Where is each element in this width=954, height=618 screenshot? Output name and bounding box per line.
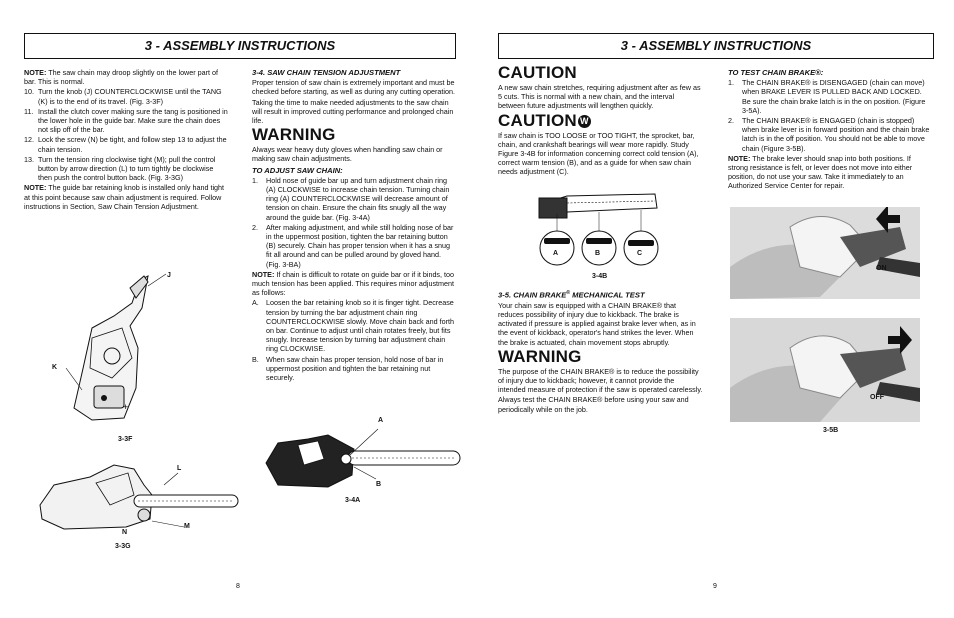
warning-w-icon: W: [578, 115, 591, 128]
adjust-step-1: 1. Hold nose of guide bar up and turn adjustment chain ring (A) CLOCKWISE to increase chain tension. Turning chain ring (A) COUNTERCLOCKWISE will decrease amount of tension on chain. Ensure the chain fits snugly all the way around the guide bar. (Fig. 3-4A): [252, 175, 450, 222]
column-1: [24, 68, 228, 212]
label-a: A: [378, 417, 384, 424]
caption-3-3f: 3-3F: [118, 436, 133, 443]
step-10: 10. Turn the knob (J) COUNTERCLOCKWISE until the TANG (K) is to the end of its travel. (Fig. 3-3F): [24, 87, 222, 106]
column-4: [728, 68, 932, 192]
brake-description: Your chain saw is equipped with a CHAIN BRAKE® that reduces possibility of injury due to kickback. The brake is activated if pressure is applied against brake lever when, as in the event of kickback, operator's hand strikes the lever. When the brake is actuated, chain movement stops abruptly.: [498, 300, 696, 347]
tension-intro: Proper tension of saw chain is extremely important and must be checked before starting, as well as during any cutting operation.: [252, 78, 455, 97]
adjust-step-2: 2. After making adjustment, and while still holding nose of bar in the uppermost position, tighten the bar retaining button (B) securely. Chain has proper tension when it has a snug fit all around and can be pulled around by gloved hand. (Fig. 3-BA): [252, 222, 454, 269]
warning-brake-purpose: The purpose of the CHAIN BRAKE® is to reduce the possibility of injury due to kickback; however, it cannot provide the intended measure of protection if the saw is operated carelessly.: [498, 366, 703, 395]
step-12: 12. Lock the screw (N) be tight, and follow step 13 to adjust the chain tension.: [24, 135, 227, 154]
tension-adjust: Taking the time to make needed adjustments to the saw chain will result in improved cutting performance and prolonged chain life.: [252, 97, 454, 126]
note-knob: NOTE: The guide bar retaining knob is installed only hand tight at this point because saw chain adjustment is required. Follow instructions in Section, Saw Chain Tension Adjustment.: [24, 183, 225, 211]
heading-3-4: 3-4. SAW CHAIN TENSION ADJUSTMENT: [252, 68, 401, 77]
figure-3-4a: [258, 415, 463, 495]
chain-tension-illustration: [537, 176, 662, 276]
warning-title: WARNING: [252, 125, 336, 145]
label-m: M: [184, 523, 190, 530]
caption-3-3g: 3-3G: [115, 543, 131, 550]
column-2: [252, 68, 455, 383]
label-l: L: [177, 465, 182, 472]
brake-disengaged-photo: [730, 207, 920, 299]
label-tension-a: A: [553, 250, 559, 257]
page-number-right: 9: [713, 583, 717, 590]
label-tension-b: B: [595, 250, 601, 257]
right-page: [477, 0, 954, 618]
label-b: B: [376, 481, 382, 488]
caption-3-4a: 3-4A: [345, 497, 361, 504]
test-brake-heading: TO TEST CHAIN BRAKE®:: [728, 68, 824, 77]
adjust-step-b: B. When saw chain has proper tension, hold nose of bar in uppermost position and tighten the bar retaining nut securely.: [252, 354, 444, 383]
caution-new-chain: A new saw chain stretches, requiring adjustment after as few as 5 cuts. This is normal with a new chain, and the interval between future adjustments will lengthen quickly.: [498, 83, 701, 111]
warning-brake-test: Always test the CHAIN BRAKE® before using your saw and periodically while on the job.: [498, 395, 689, 414]
note-brake-lever: NOTE: The brake lever should snap into both positions. If strong resistance is felt, or lever does not move into either position, do not use your saw. Take it immediately to an Authorized Service Center for repair.: [728, 153, 913, 191]
note-droop: NOTE: The saw chain may droop slightly on the lower part of bar. This is normal.: [24, 68, 219, 87]
label-j: J: [167, 272, 171, 279]
figure-3-3g: [34, 455, 244, 545]
label-k: K: [52, 364, 58, 371]
label-off: OFF: [870, 394, 884, 401]
brake-step-1: 1. The CHAIN BRAKE® is DISENGAGED (chain can move) when BRAKE LEVER IS PULLED BACK AND LOCKED. Be sure the chain brake latch is in the on position. (Figure 3-5A).: [728, 78, 926, 115]
warning-title-brake: WARNING: [498, 346, 582, 366]
brake-engaged-photo: [730, 318, 920, 422]
figure-3-5a: [730, 207, 920, 299]
figure-3-3f: [52, 268, 192, 448]
page-number-left: 8: [236, 583, 240, 590]
section-header-left: 3 - ASSEMBLY INSTRUCTIONS: [24, 33, 456, 59]
caution-title-1: CAUTION: [498, 63, 577, 82]
label-tension-c: C: [637, 250, 643, 257]
label-n: N: [122, 529, 128, 536]
chain-adjust-illustration: [258, 415, 463, 495]
note-binds: NOTE: If chain is difficult to rotate on guide bar or if it binds, too much tension has been applied. This requires minor adjustment as follows:: [252, 269, 455, 298]
figure-3-4b: [537, 176, 662, 276]
figure-3-5b: [730, 318, 920, 422]
column-3: [498, 64, 703, 178]
chainsaw-assembled-illustration: [34, 455, 244, 545]
adjust-heading: TO ADJUST SAW CHAIN:: [252, 165, 343, 175]
caution-tension: If saw chain is TOO LOOSE or TOO TIGHT, the sprocket, bar, chain, and crankshaft bearings will wear more rapidly. Study Figure 3-4B for information concerning correct cold tension (A), correct warm tension (B), and as a guide for when saw chain needs adjustment (C).: [498, 130, 699, 177]
label-on: ON: [876, 265, 887, 272]
caution-title-2: CAUTION W: [498, 112, 703, 130]
adjust-step-a: A. Loosen the bar retaining knob so it is finger tight. Decrease tension by turning the bar adjustment chain ring COUNTERCLOCKWISE slowly. Move chain back and forth on bar. Continue to adjust until chain rotates freely, but fits snugly. Increase tension by turning bar adjustment chain ring CLOCKWISE.: [252, 298, 454, 354]
step-13: 13. Turn the tension ring clockwise tight (M); pull the control button by arrow direction (L) to turn tightly be clockwise then push the control button back. (Fig. 3-3G): [24, 154, 216, 183]
column-3-lower: [498, 289, 703, 415]
warning-gloves: Always wear heavy duty gloves when handling saw chain or making saw chain adjustments.: [252, 145, 443, 164]
caption-3-5b: 3-5B: [823, 427, 839, 434]
chainsaw-side-illustration: [52, 268, 192, 448]
brake-step-2: 2. The CHAIN BRAKE® is ENGAGED (chain is stopped) when brake lever is in forward position and the chain brake latch is in the off position. You should not be able to move chain (Figure 3-5B).: [728, 116, 930, 153]
step-11: 11. Install the clutch cover making sure the tang is positioned in the lower hole in the guide bar. Make sure the chain does not slip off of the bar.: [24, 106, 228, 135]
svg-text:+: +: [123, 402, 129, 412]
caption-3-4b: 3-4B: [592, 273, 608, 280]
section-header-right: 3 - ASSEMBLY INSTRUCTIONS: [498, 33, 934, 59]
heading-3-5: 3-5. CHAIN BRAKE® MECHANICAL TEST: [498, 290, 645, 300]
